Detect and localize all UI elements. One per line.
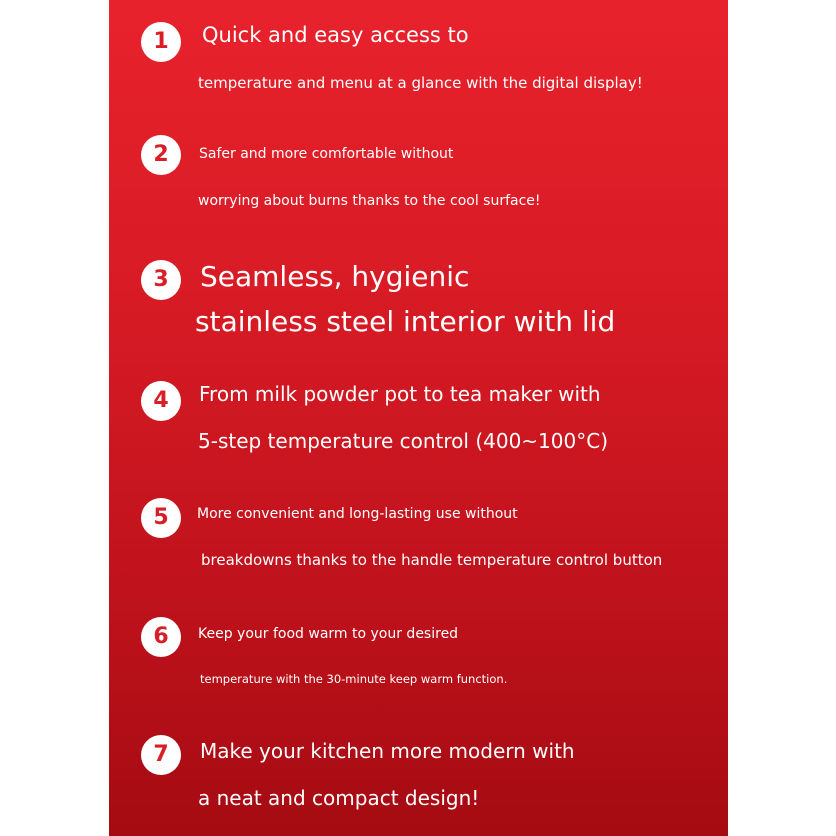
feature-1-line2: temperature and menu at a glance with the digital display! (198, 74, 643, 92)
feature-6-line1: Keep your food warm to your desired (198, 626, 459, 642)
feature-6-line2: temperature with the 30-minute keep warm function. (200, 672, 508, 686)
feature-4-line2: 5-step temperature control (400~100°C) (198, 429, 608, 453)
feature-number-badge: 2 (141, 135, 181, 175)
feature-number-badge: 6 (141, 617, 181, 657)
feature-4-line1: From milk powder pot to tea maker with (199, 382, 601, 406)
feature-number-badge: 5 (141, 498, 181, 538)
feature-2-line2: worrying about burns thanks to the cool surface! (198, 193, 541, 209)
feature-number-badge: 7 (141, 735, 181, 775)
feature-number-badge: 4 (141, 381, 181, 421)
feature-1-line1: Quick and easy access to (202, 23, 469, 47)
feature-panel (109, 0, 728, 836)
feature-5-line2: breakdowns thanks to the handle temperature control button (201, 551, 663, 569)
feature-3-line2: stainless steel interior with lid (195, 305, 616, 338)
feature-7-line2: a neat and compact design! (198, 786, 480, 810)
feature-number-badge: 1 (141, 22, 181, 62)
feature-7-line1: Make your kitchen more modern with (200, 739, 575, 763)
feature-5-line1: More convenient and long-lasting use without (197, 506, 518, 522)
feature-3-line1: Seamless, hygienic (200, 260, 470, 293)
feature-2-line1: Safer and more comfortable without (199, 146, 454, 162)
feature-number-badge: 3 (141, 260, 181, 300)
